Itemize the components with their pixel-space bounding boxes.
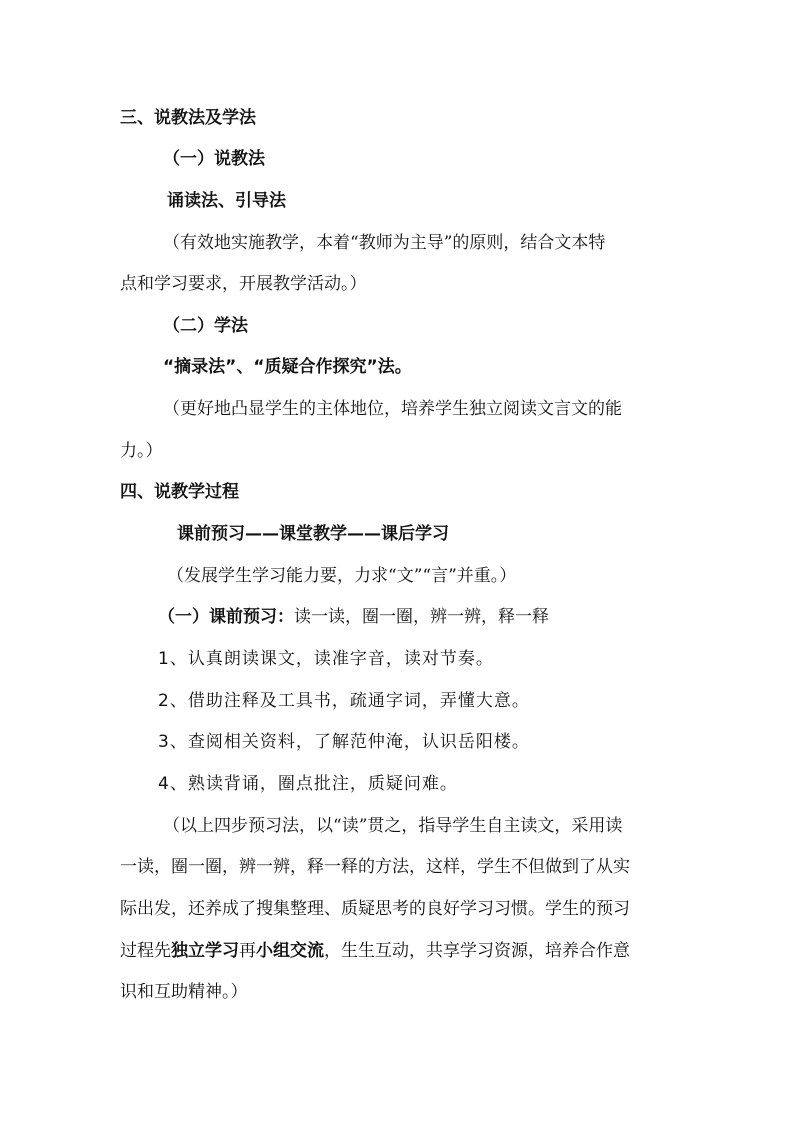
preview-step-3: 3、查阅相关资料，了解范仲淹，认识岳阳楼。 xyxy=(158,732,530,752)
teaching-method-note-line-2: 点和学习要求，开展教学活动。） xyxy=(120,274,367,294)
section-3-heading: 三、说教法及学法 xyxy=(120,108,256,128)
emphasis-independent-study: 独立学习 xyxy=(171,941,239,961)
preview-tasks: 读一读，圈一圈，辨一辨，释一释 xyxy=(294,607,549,627)
section-4-heading: 四、说教学过程 xyxy=(120,482,239,502)
emphasis-group-exchange: 小组交流 xyxy=(256,941,324,961)
summary-text: 过程先 xyxy=(120,941,171,961)
preview-step-4: 4、熟读背诵，圈点批注，质疑问难。 xyxy=(158,774,458,794)
study-method-note-line-2: 力。） xyxy=(120,441,163,461)
summary-text: 再 xyxy=(239,941,256,961)
preview-heading-line xyxy=(158,606,549,628)
preview-step-1: 1、认真朗读课文，读准字音，读对节奏。 xyxy=(158,649,494,669)
process-flow: 课前预习——课堂教学——课后学习 xyxy=(177,524,449,544)
summary-line-2: 一读，圈一圈，辨一辨，释一释的方法，这样，学生不但做到了从实 xyxy=(120,857,630,877)
preview-step-2: 2、借助注释及工具书，疏通字词，弄懂大意。 xyxy=(158,691,530,711)
summary-line-4 xyxy=(120,940,630,962)
teaching-method-note-line-1: （有效地实施教学，本着“教师为主导”的原则，结合文本特 xyxy=(163,233,606,253)
preview-heading: （一）课前预习： xyxy=(158,607,294,627)
summary-line-5: 识和互助精神。） xyxy=(120,982,248,1002)
process-note: （发展学生学习能力要，力求“文”“言”并重。） xyxy=(167,566,517,586)
summary-text: ，生生互动，共享学习资源，培养合作意 xyxy=(324,941,630,961)
summary-line-1: （以上四步预习法，以“读”贯之，指导学生自主读文，采用读 xyxy=(163,816,623,836)
subsection-teaching-method-heading: （一）说教法 xyxy=(163,149,265,169)
study-method-note-line-1: （更好地凸显学生的主体地位，培养学生独立阅读文言文的能 xyxy=(163,399,622,419)
study-method-names: “摘录法”、“质疑合作探究”法。 xyxy=(163,357,412,377)
summary-line-3: 际出发，还养成了搜集整理、质疑思考的良好学习习惯。学生的预习 xyxy=(120,899,630,919)
teaching-method-names: 诵读法、引导法 xyxy=(167,191,286,211)
subsection-study-method-heading: （二）学法 xyxy=(163,316,248,336)
